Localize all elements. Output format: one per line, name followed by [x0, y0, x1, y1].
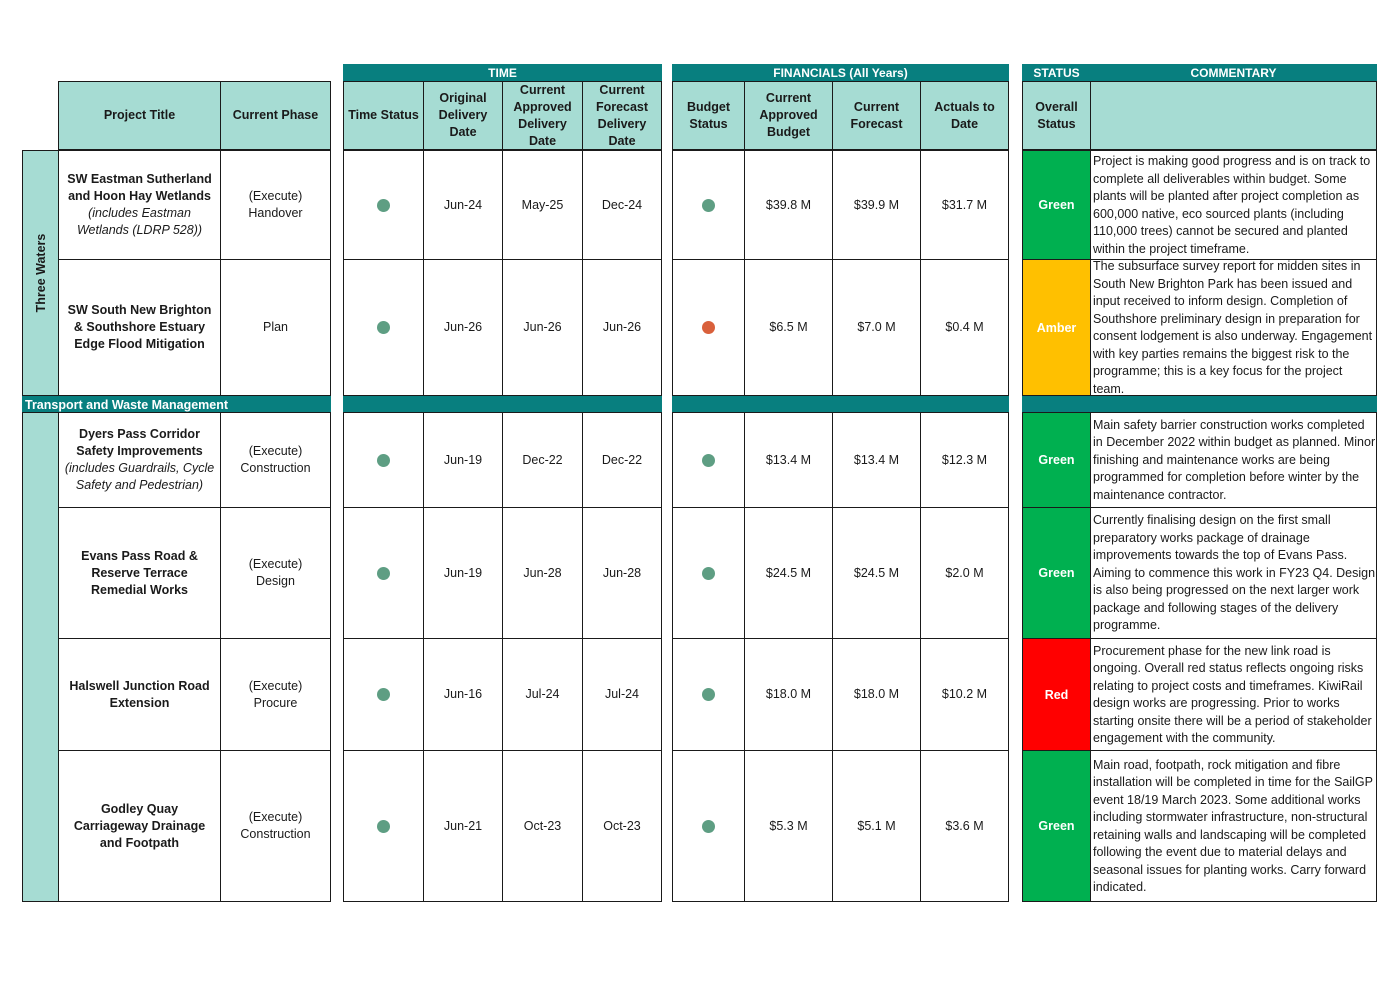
current-phase-cell	[220, 412, 331, 508]
project-title-name: SW South New Brighton & Southshore Estuary Edge Flood Mitigation	[67, 303, 212, 351]
actuals-cell	[920, 507, 1009, 639]
overall-status-badge	[1022, 507, 1091, 639]
col-header-commentary	[1090, 81, 1377, 150]
time-status-dot	[377, 688, 390, 701]
approved-delivery-date: Jun-26	[523, 320, 562, 334]
group-header-commentary: COMMENTARY	[1090, 64, 1377, 81]
overall-status-text: Red	[1044, 687, 1069, 702]
approved-delivery-cell	[502, 507, 583, 639]
project-title-note: (includes Eastman Wetlands (LDRP 528))	[76, 206, 203, 237]
forecast-delivery-date: Jun-26	[602, 320, 642, 334]
budget-status-cell	[672, 412, 745, 508]
budget-status-cell	[672, 638, 745, 751]
project-title-cell	[58, 750, 221, 902]
project-title-cell	[58, 259, 221, 396]
approved-budget: $18.0 M	[765, 687, 812, 701]
original-delivery-date: Jun-19	[443, 565, 483, 580]
project-title	[63, 548, 216, 599]
project-title	[63, 678, 216, 712]
original-delivery-date: Jun-21	[443, 818, 483, 833]
commentary-cell	[1090, 638, 1377, 751]
time-status-cell	[343, 412, 424, 508]
section-label-three-waters	[22, 150, 59, 396]
budget-status-dot	[702, 321, 715, 334]
commentary-cell	[1090, 750, 1377, 902]
project-title-name: Evans Pass Road & Reserve Terrace Remedial Works	[81, 548, 198, 597]
approved-budget-cell	[744, 150, 833, 260]
overall-status-text: Green	[1038, 453, 1075, 467]
approved-budget-cell	[744, 259, 833, 396]
forecast-delivery-cell	[582, 638, 662, 751]
overall-status-badge	[1022, 750, 1091, 902]
overall-status-text: Amber	[1036, 320, 1077, 335]
approved-budget: $13.4 M	[765, 452, 812, 467]
commentary-cell	[1090, 412, 1377, 508]
budget-status-dot	[702, 454, 715, 467]
budget-status-cell	[672, 150, 745, 260]
forecast-delivery-date: Jun-28	[602, 565, 642, 580]
actuals-to-date: $2.0 M	[945, 565, 984, 580]
original-delivery-cell	[423, 638, 503, 751]
approved-delivery-cell	[502, 412, 583, 508]
col-header-original-delivery: Original Delivery Date	[423, 81, 503, 150]
time-status-dot	[377, 321, 390, 334]
actuals-cell	[920, 150, 1009, 260]
budget-status-dot	[702, 820, 715, 833]
current-phase: (Execute) Procure	[248, 678, 303, 710]
current-forecast: $18.0 M	[853, 687, 900, 701]
col-header-project-title: Project Title	[58, 81, 221, 150]
time-status-dot	[377, 567, 390, 580]
original-delivery-cell	[423, 507, 503, 639]
current-phase: (Execute) Construction	[240, 444, 311, 475]
actuals-cell	[920, 412, 1009, 508]
time-status-cell	[343, 259, 424, 396]
project-title-name: Dyers Pass Corridor Safety Improvements	[76, 427, 203, 458]
commentary-cell	[1090, 507, 1377, 639]
overall-status-badge	[1022, 150, 1091, 260]
overall-status-text: Green	[1038, 566, 1075, 580]
current-phase-cell	[220, 259, 331, 396]
actuals-to-date: $10.2 M	[941, 687, 988, 701]
current-forecast: $7.0 M	[857, 320, 896, 334]
project-title-note: (includes Guardrails, Cycle Safety and Pedestrian)	[64, 461, 215, 492]
current-forecast: $39.9 M	[853, 197, 900, 212]
group-header-financials: FINANCIALS (All Years)	[672, 64, 1009, 81]
col-header-overall-status: Overall Status	[1022, 81, 1091, 150]
approved-delivery-date: Jul-24	[525, 687, 560, 701]
commentary-text: Main road, footpath, rock mitigation and fibre installation will be completed in time for the SailGP event 18/19 March 2023. Some additional works including stormwater infrastructure, non-structural retaining walls and landscaping will be completed following the event due to material delays and seasonal issues for planting works. Carry forward indicated.	[1093, 757, 1373, 894]
commentary-cell	[1090, 259, 1377, 396]
overall-status-badge	[1022, 638, 1091, 751]
forecast-delivery-cell	[582, 507, 662, 639]
group-header-status: STATUS	[1022, 64, 1091, 81]
current-forecast-cell	[832, 638, 921, 751]
time-status-cell	[343, 638, 424, 751]
current-phase: (Execute) Construction	[240, 810, 311, 841]
section-bar-time	[343, 396, 662, 413]
actuals-to-date: $31.7 M	[941, 197, 988, 212]
budget-status-dot	[702, 567, 715, 580]
col-header-budget-status: Budget Status	[672, 81, 745, 150]
col-header-current-phase: Current Phase	[220, 81, 331, 150]
budget-status-cell	[672, 259, 745, 396]
approved-delivery-date: Oct-23	[523, 818, 562, 833]
actuals-cell	[920, 638, 1009, 751]
actuals-to-date: $12.3 M	[941, 452, 988, 467]
actuals-to-date: $0.4 M	[945, 320, 984, 334]
project-title-cell	[58, 507, 221, 639]
forecast-delivery-date: Dec-24	[601, 197, 643, 212]
budget-status-dot	[702, 199, 715, 212]
project-title-cell	[58, 412, 221, 508]
current-forecast: $5.1 M	[857, 818, 896, 833]
section-bar-transport: Transport and Waste Management	[22, 396, 331, 413]
col-header-current-forecast: Current Forecast	[832, 81, 921, 150]
forecast-delivery-date: Dec-22	[601, 452, 643, 467]
project-title	[63, 801, 216, 852]
col-header-approved-budget: Current Approved Budget	[744, 81, 833, 150]
current-forecast: $13.4 M	[853, 452, 900, 467]
project-title	[63, 426, 216, 494]
approved-budget-cell	[744, 750, 833, 902]
project-title	[63, 171, 216, 239]
group-header-time: TIME	[343, 64, 662, 81]
commentary-text: Procurement phase for the new link road is ongoing. Overall red status reflects ongoing risks relating to project costs and timeframes. KiwiRail design works are progressing. Prior to works starting onsite there will be a period of stakeholder engagement with the community.	[1093, 643, 1372, 745]
approved-budget: $6.5 M	[769, 320, 808, 334]
current-forecast: $24.5 M	[853, 565, 900, 580]
forecast-delivery-cell	[582, 750, 662, 902]
forecast-delivery-date: Jul-24	[604, 687, 640, 701]
approved-budget-cell	[744, 412, 833, 508]
current-forecast-cell	[832, 750, 921, 902]
forecast-delivery-cell	[582, 259, 662, 396]
actuals-cell	[920, 259, 1009, 396]
project-title	[63, 302, 216, 353]
approved-budget: $5.3 M	[769, 818, 808, 833]
approved-budget: $24.5 M	[765, 565, 812, 580]
time-status-dot	[377, 820, 390, 833]
original-delivery-cell	[423, 412, 503, 508]
project-title-name: Godley Quay Carriageway Drainage and Footpath	[73, 801, 206, 850]
forecast-delivery-cell	[582, 412, 662, 508]
commentary-text: Project is making good progress and is on track to complete all deliverables within budget. Some plants will be planted after project completion as 600,000 native, eco sourced plants (including 110,000 trees) cannot be secured and planted within the project timeframe.	[1093, 154, 1371, 256]
project-title-cell	[58, 150, 221, 260]
current-forecast-cell	[832, 412, 921, 508]
commentary-text: Main safety barrier construction works completed in December 2022 within budget as planned. Minor finishing and maintenance works are being programmed for completion before winter by the maintenance contractor.	[1093, 417, 1376, 502]
section-label-transport-side	[22, 412, 59, 902]
original-delivery-cell	[423, 750, 503, 902]
actuals-cell	[920, 750, 1009, 902]
current-phase: Plan	[262, 320, 289, 334]
current-phase: (Execute) Handover	[248, 189, 303, 220]
current-forecast-cell	[832, 507, 921, 639]
budget-status-cell	[672, 750, 745, 902]
budget-status-cell	[672, 507, 745, 639]
forecast-delivery-date: Oct-23	[603, 818, 641, 833]
approved-delivery-date: Jun-28	[523, 565, 562, 580]
section-bar-status	[1022, 396, 1377, 413]
approved-delivery-cell	[502, 750, 583, 902]
approved-delivery-cell	[502, 638, 583, 751]
approved-budget-cell	[744, 638, 833, 751]
original-delivery-date: Jun-19	[443, 452, 483, 467]
project-title-name: Halswell Junction Road Extension	[69, 678, 210, 710]
original-delivery-cell	[423, 259, 503, 396]
approved-delivery-date: Dec-22	[522, 452, 563, 467]
approved-delivery-date: May-25	[521, 197, 564, 212]
commentary-text: The subsurface survey report for midden sites in South New Brighton Park has been issued and input received to inform design. Completion of Southshore preliminary design in preparation for consent lodgement is also underway. Engagement with key parties remains the biggest risk to the programme; this is a key focus for the project team.	[1093, 259, 1373, 396]
commentary-text: Currently finalising design on the first small preparatory works package of drainage improvements towards the top of Evans Pass. Aiming to commence this work in FY23 Q4. Design is also being progressed on the next larger work package and following stages of the delivery programme.	[1093, 513, 1376, 633]
forecast-delivery-cell	[582, 150, 662, 260]
original-delivery-date: Jun-16	[443, 687, 483, 701]
time-status-dot	[377, 454, 390, 467]
section-bar-financials	[672, 396, 1009, 413]
current-phase-cell	[220, 507, 331, 639]
project-title-cell	[58, 638, 221, 751]
current-forecast-cell	[832, 259, 921, 396]
current-phase: (Execute) Design	[248, 557, 303, 588]
overall-status-text: Green	[1038, 819, 1075, 833]
time-status-dot	[377, 199, 390, 212]
original-delivery-date: Jun-24	[443, 197, 483, 212]
col-header-time-status: Time Status	[343, 81, 424, 150]
budget-status-dot	[702, 688, 715, 701]
actuals-to-date: $3.6 M	[945, 818, 984, 833]
commentary-cell	[1090, 150, 1377, 260]
section-label-text: Three Waters	[33, 233, 48, 313]
col-header-forecast-delivery: Current Forecast Delivery Date	[582, 81, 662, 150]
original-delivery-date: Jun-26	[443, 320, 483, 334]
time-status-cell	[343, 507, 424, 639]
overall-status-text: Green	[1038, 198, 1075, 212]
current-phase-cell	[220, 750, 331, 902]
approved-delivery-cell	[502, 150, 583, 260]
original-delivery-cell	[423, 150, 503, 260]
time-status-cell	[343, 750, 424, 902]
current-phase-cell	[220, 150, 331, 260]
current-forecast-cell	[832, 150, 921, 260]
project-title-name: SW Eastman Sutherland and Hoon Hay Wetlands	[67, 172, 212, 203]
col-header-approved-delivery: Current Approved Delivery Date	[502, 81, 583, 150]
overall-status-badge	[1022, 412, 1091, 508]
approved-delivery-cell	[502, 259, 583, 396]
approved-budget-cell	[744, 507, 833, 639]
approved-budget: $39.8 M	[765, 197, 812, 212]
col-header-actuals: Actuals to Date	[920, 81, 1009, 150]
time-status-cell	[343, 150, 424, 260]
current-phase-cell	[220, 638, 331, 751]
overall-status-badge	[1022, 259, 1091, 396]
